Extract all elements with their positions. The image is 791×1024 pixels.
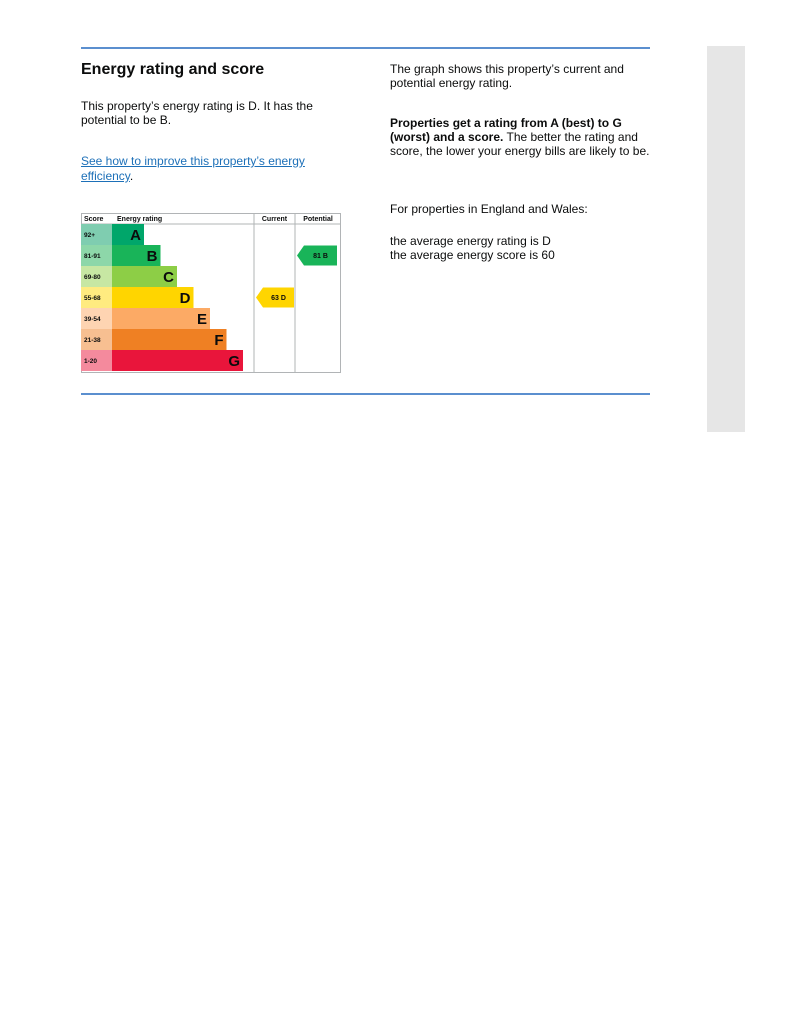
current-rating-label: 63 D xyxy=(271,295,286,302)
potential-rating-label: 81 B xyxy=(313,253,328,260)
header-current: Current xyxy=(261,216,288,223)
rating-letter-b: B xyxy=(146,248,158,265)
rating-letter-e: E xyxy=(196,311,207,328)
score-range-c: 69-80 xyxy=(84,274,101,281)
score-range-a: 92+ xyxy=(84,232,96,239)
average-score: the average energy score is 60 xyxy=(390,248,555,262)
rating-explanation-rest: The better the rating and score, the lower your energy bills are likely to be. xyxy=(390,130,650,158)
header-energy-rating: Energy rating xyxy=(117,216,163,223)
improve-link-container xyxy=(81,154,341,184)
left-column xyxy=(81,60,351,183)
score-range-b: 81-91 xyxy=(84,253,101,260)
score-range-g: 1-20 xyxy=(84,358,98,365)
score-range-e: 39-54 xyxy=(84,316,101,323)
bottom-divider xyxy=(81,393,650,395)
score-range-d: 55-68 xyxy=(84,295,101,302)
top-divider xyxy=(81,47,650,49)
link-suffix: . xyxy=(129,169,134,183)
rating-letter-f: F xyxy=(214,332,224,349)
graph-description: The graph shows this property’s current and potential energy rating. xyxy=(390,62,624,90)
rating-letter-a: A xyxy=(130,227,141,244)
average-rating: the average energy rating is D xyxy=(390,234,551,248)
header-score: Score xyxy=(84,216,104,223)
improve-efficiency-link[interactable]: See how to improve this property’s energy efficiency xyxy=(81,154,305,183)
energy-rating-chart xyxy=(81,213,341,373)
energy-rating-chart-svg xyxy=(81,213,341,373)
rating-explanation xyxy=(390,116,650,158)
rating-summary: This property’s energy rating is D. It has the potential to be B. xyxy=(81,99,313,127)
score-range-f: 21-38 xyxy=(84,337,101,344)
side-panel xyxy=(707,46,745,432)
rating-bar-e xyxy=(112,308,210,329)
region-heading: For properties in England and Wales: xyxy=(390,202,588,216)
section-heading: Energy rating and score xyxy=(81,61,265,78)
rating-letter-d: D xyxy=(179,290,191,307)
rating-letter-c: C xyxy=(163,269,174,286)
rating-bar-g xyxy=(112,350,243,371)
header-potential: Potential xyxy=(303,216,333,223)
rating-letter-g: G xyxy=(228,353,240,370)
rating-bar-f xyxy=(112,329,227,350)
rating-explanation-bold: Properties get a rating from A (best) to G (worst) and a score. xyxy=(390,116,622,144)
